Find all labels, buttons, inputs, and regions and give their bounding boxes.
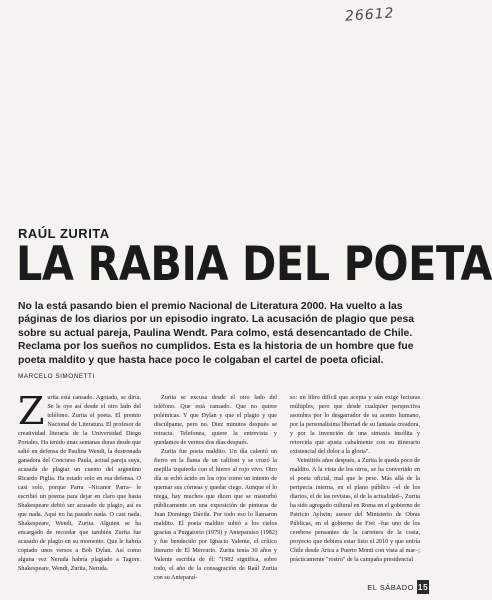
kicker: RAÚL ZURITA — [18, 226, 110, 241]
body-paragraph: Zurita se excusa desde el otro lado del teléfono. Que está cansado. Que no quiere polémicas. Y que Dylan y que el plagio y que discúlpame, pero no. Diez minutos después se retracta. Telefonea, quiere la entrevista y quedamos de vernos dos días después. — [154, 395, 277, 446]
headline: LA RABIA DEL POETA — [16, 237, 492, 292]
handwritten-note: 26612 — [344, 5, 396, 25]
body-column-1 — [18, 389, 141, 574]
body-paragraph: Zurita fue poeta maldito. Un día calentó un fierro en la llama de un califont y se cruzó la mejilla izquierda con el hierro al rojo vivo. Otro día se echó ácido en los ojos como un intento de quemar sus córneas y quedar ciego. Aunque el lo niega, hay muchos que dicen que se masturbó públicamente en una exposición de pinturas de Juan Domingo Dávila. Por todo eso lo llamaron maldito. El poeta maldito subió a los cielos gracias a Purgatorio (1979) y Anteparaíso (1982) y fue bendecido por Ignacio Valente, el crítico literario de El Mercurio. Zurita tenía 30 años y Valente escribía de él: "1982 significa, sobre todo, el año de la consagración de Raúl Zurita con su Anteparaí- — [154, 449, 277, 581]
byline: MARCELO SIMONETTI — [18, 373, 95, 380]
magazine-name: EL SÁBADO — [367, 582, 414, 592]
page-number: 15 — [417, 582, 429, 592]
body-paragraph: Veintitrés años después, a Zurita le queda poco de maldito. A la vista de los otros, se ha convertido en el poeta oficial, mal que le pese. Más allá de la peripecia interna, en el plano público –el de los diarios, el de las revistas, el de la actualidad–, Zurita ha sido agregado cultural en Roma en el gobierno de Patricio Aylwin; asesor del Ministerio de Obras Públicas, en el gobierno de Frei –fue uno de los cerebros pensantes de la carretera de la costa, proyecto que debiera estar listo el 2010 y que uniría Chile desde Arica a Puerto Montt con vista al mar–; prácticamente "rostro" de la campaña presidencial — [290, 458, 420, 563]
body-column-3 — [290, 394, 420, 565]
drop-cap: Z — [18, 389, 45, 433]
body-column-2 — [154, 394, 277, 583]
body-paragraph: urita está cansado. Agotado, se diría. Se le oye así desde el otro lado del teléfono. Zurita el poeta. El premio Nacional de Literatura. El profesor de creatividad literaria de la Universidad Diego Portales. Ha tenido unas semanas duras desde que salió en defensa de Paulina Wendt, la destronada ganadora del Concurso Paula, actual pareja suya, acusada de plagiar un cuento del argentino Ricardo Piglia. Ha estado solo en esa defensa. O casi solo, porque Parra –Nicanor Parra– le escribió un poema para dejar en claro que hasta Shakespeare debió ser acusado de plagio, así es que nada. Aquí no ha pasado nada. O casi nada. Shakespeare, Wendt, Zurita. Alguien se ha encargado de recordar que también Zurita fue acusado de plagio en su momento. Que le habría copiado unos versos a Bob Dylan. Así como alguna vez Neruda habría plagiado a Tagore. Shakespeare, Wendt, Zurita, Neruda. — [18, 395, 141, 572]
body-paragraph: so: un libro difícil que acepta y aún exige lecturas múltiples, pero que desde cualquier perspectiva asombra por lo desgarrador de su acento humano, por la personalísima libertad de su fantasía creadora, y por la invención de una sintaxis insólita y retorcida que ajusta cabalmente con su itinerario existencial del dolor a la gloria". — [290, 395, 420, 455]
page-footer — [367, 580, 429, 594]
dek: No la está pasando bien el premio Nacional de Literatura 2000. Ha vuelto a las páginas de los diarios por un episodio ingrato. La acusación de plagio que pesa sobre su actual pareja, Paulina Wendt. Para colmo, está desencantado de Chile. Reclama por los sueños no cumplidos. Esta es la historia de un hombre que fue poeta maldito y que hasta hace poco le colgaban el cartel de poeta oficial. — [18, 301, 415, 366]
